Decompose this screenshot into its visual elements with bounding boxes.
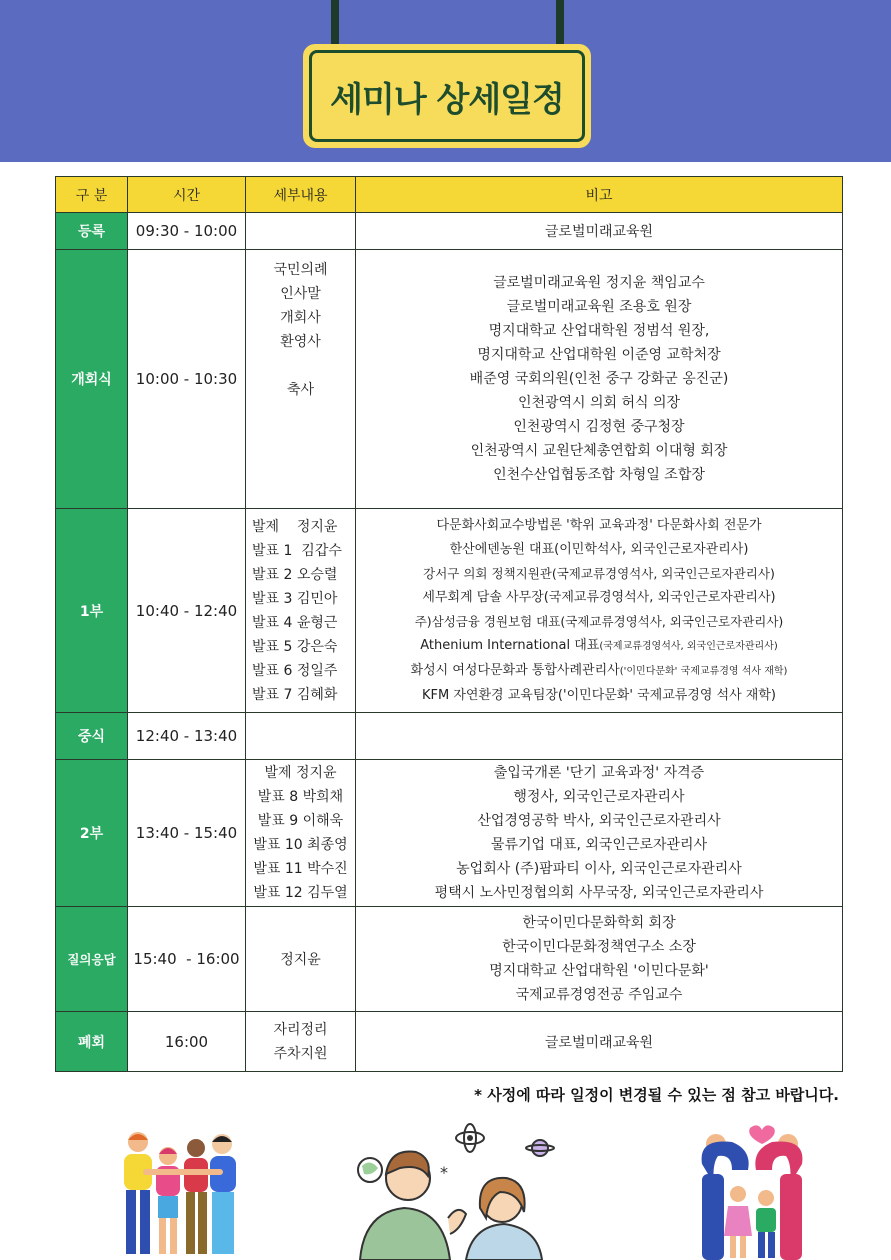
study-people-illustration [340, 1118, 565, 1260]
remark-line [356, 634, 842, 659]
details-cell [246, 509, 356, 713]
table-row [56, 760, 843, 907]
remark-line: 한국이민다문화정책연구소 소장 [502, 939, 696, 955]
remark-line: 농업회사 (주)팜파티 이사, 외국인근로자관리사 [456, 861, 742, 877]
remark-line: 출입국개론 '단기 교육과정' 자격증 [493, 765, 705, 781]
detail-line: 발표 1 김갑수 [252, 542, 342, 559]
detail-line: 주차지원 [273, 1045, 328, 1062]
title-sign [303, 44, 591, 148]
remark-line: 강서구 의회 정책지원관(국제교류경영석사, 외국인근로자관리사) [423, 565, 775, 581]
remark-line: 인천광역시 의회 허식 의장 [517, 395, 681, 411]
family-heart-illustration [692, 1124, 812, 1260]
remark-line: 다문화사회교수방법론 '학위 교육과정' 다문화사회 전문가 [436, 517, 762, 533]
remark-line: 국제교류경영전공 주임교수 [515, 987, 683, 1003]
header-category: 구 분 [56, 177, 128, 213]
details-cell [246, 907, 356, 1012]
details-cell [246, 213, 356, 250]
details-cell [246, 713, 356, 760]
time-cell: 13:40 - 15:40 [128, 760, 246, 907]
remark-line: 명지대학교 산업대학원 이준영 교학처장 [477, 347, 721, 363]
table-row [56, 250, 843, 509]
header-details: 세부내용 [246, 177, 356, 213]
time-cell: 10:00 - 10:30 [128, 250, 246, 509]
remark-text: Athenium International 대표 [420, 637, 600, 653]
time-cell: 12:40 - 13:40 [128, 713, 246, 760]
remarks-cell [356, 760, 843, 907]
category-cell: 2부 [56, 760, 128, 907]
table-row [56, 1012, 843, 1072]
detail-spacer [246, 354, 355, 378]
friends-group-illustration [110, 1128, 250, 1260]
remarks-cell [356, 713, 843, 760]
detail-line: 발제 정지윤 [264, 765, 337, 781]
detail-line: 환영사 [280, 334, 321, 350]
table-row [56, 907, 843, 1012]
remarks-cell [356, 509, 843, 713]
detail-line: 발표 8 박희채 [257, 789, 344, 805]
detail-line: 발표 11 박수진 [253, 861, 348, 877]
remark-line: 글로벌미래교육원 정지윤 책임교수 [493, 275, 705, 291]
table-row [56, 213, 843, 250]
detail-line: 개회사 [280, 310, 321, 326]
remark-line: 인천수산업협동조합 차형일 조합장 [493, 467, 705, 483]
time-cell: 10:40 - 12:40 [128, 509, 246, 713]
time-cell: 16:00 [128, 1012, 246, 1072]
remark-line: 평택시 노사민정협의회 사무국장, 외국인근로자관리사 [434, 885, 764, 901]
time-cell: 15:40 - 16:00 [128, 907, 246, 1012]
table-header-row [56, 177, 843, 213]
remark-note-small: ('이민다문화' 국제교류경영 석사 재학) [619, 665, 788, 677]
category-cell: 개회식 [56, 250, 128, 509]
remark-line: 산업경영공학 박사, 외국인근로자관리사 [477, 813, 721, 829]
details-cell [246, 1012, 356, 1072]
details-cell [246, 760, 356, 907]
remark-line: 한국이민다문화학회 회장 [522, 915, 676, 931]
schedule-table [55, 176, 843, 1072]
table-row [56, 713, 843, 760]
remark-line: 한산에덴농원 대표(이민학석사, 외국인근로자관리사) [449, 541, 749, 557]
detail-line: 인사말 [280, 286, 321, 302]
remarks-cell [356, 213, 843, 250]
category-cell: 중식 [56, 713, 128, 760]
schedule-change-note: * 사정에 따라 일정이 변경될 수 있는 점 참고 바랍니다. [474, 1086, 839, 1104]
detail-line: 정지윤 [280, 952, 321, 968]
category-cell: 폐회 [56, 1012, 128, 1072]
remarks-cell [356, 907, 843, 1012]
detail-line: 발표 12 김두열 [253, 885, 348, 901]
sign-hanger-left [331, 0, 339, 48]
remark-line: 배준영 국회의원(인천 중구 강화군 옹진군) [469, 371, 729, 387]
remarks-cell [356, 250, 843, 509]
detail-line: 자리정리 [273, 1021, 328, 1038]
header-remarks: 비고 [356, 177, 843, 213]
remark-line: 주)삼성금융 경원보험 대표(국제교류경영석사, 외국인근로자관리사) [414, 613, 784, 629]
header-time: 시간 [128, 177, 246, 213]
category-cell: 1부 [56, 509, 128, 713]
remark-line: 행정사, 외국인근로자관리사 [513, 789, 685, 805]
sign-hanger-right [556, 0, 564, 48]
detail-line: 발표 4 윤형근 [252, 614, 338, 631]
detail-line: 발표 3 김민아 [252, 590, 338, 607]
remark-line: 인천광역시 김정현 중구청장 [513, 419, 685, 435]
remark-line: 명지대학교 산업대학원 '이민다문화' [489, 963, 709, 979]
detail-line: 발제 정지윤 [252, 518, 338, 535]
details-cell [246, 250, 356, 509]
category-cell: 등록 [56, 213, 128, 250]
detail-line: 축사 [286, 382, 315, 398]
header-banner [0, 0, 891, 162]
remark-note-small: (국제교류경영석사, 외국인근로자관리사) [599, 640, 778, 652]
remark-line: 글로벌미래교육원 [544, 1034, 654, 1051]
remark-line: 명지대학교 산업대학원 정범석 원장, [488, 323, 710, 339]
remark-line: 글로벌미래교육원 조용호 원장 [506, 299, 692, 315]
remark-line [356, 659, 842, 684]
svg-text:*: * [440, 1163, 448, 1182]
remark-line: 인천광역시 교원단체총연합회 이대형 회장 [470, 443, 728, 459]
page-title: 세미나 상세일정 [309, 50, 585, 142]
remark-line: 세무회계 담솔 사무장(국제교류경영석사, 외국인근로자관리사) [422, 589, 776, 605]
remark-text: 화성시 여성다문화과 통합사례관리사 [410, 662, 620, 678]
remark-line: 글로벌미래교육원 [544, 224, 654, 240]
remark-line: 물류기업 대표, 외국인근로자관리사 [490, 837, 708, 853]
detail-line: 발표 9 이해욱 [257, 813, 344, 829]
detail-line: 발표 2 오승렬 [252, 566, 338, 583]
detail-line: 발표 10 최종영 [253, 837, 348, 853]
table-row [56, 509, 843, 713]
category-cell: 질의응답 [56, 907, 128, 1012]
detail-line: 발표 7 김혜화 [252, 686, 338, 703]
remarks-cell [356, 1012, 843, 1072]
detail-line: 발표 5 강은숙 [252, 638, 338, 655]
detail-line: 발표 6 정일주 [252, 662, 338, 679]
remark-line: KFM 자연환경 교육팀장('이민다문화' 국제교류경영 석사 재학) [421, 687, 776, 703]
time-cell: 09:30 - 10:00 [128, 213, 246, 250]
detail-line: 국민의례 [273, 262, 328, 278]
